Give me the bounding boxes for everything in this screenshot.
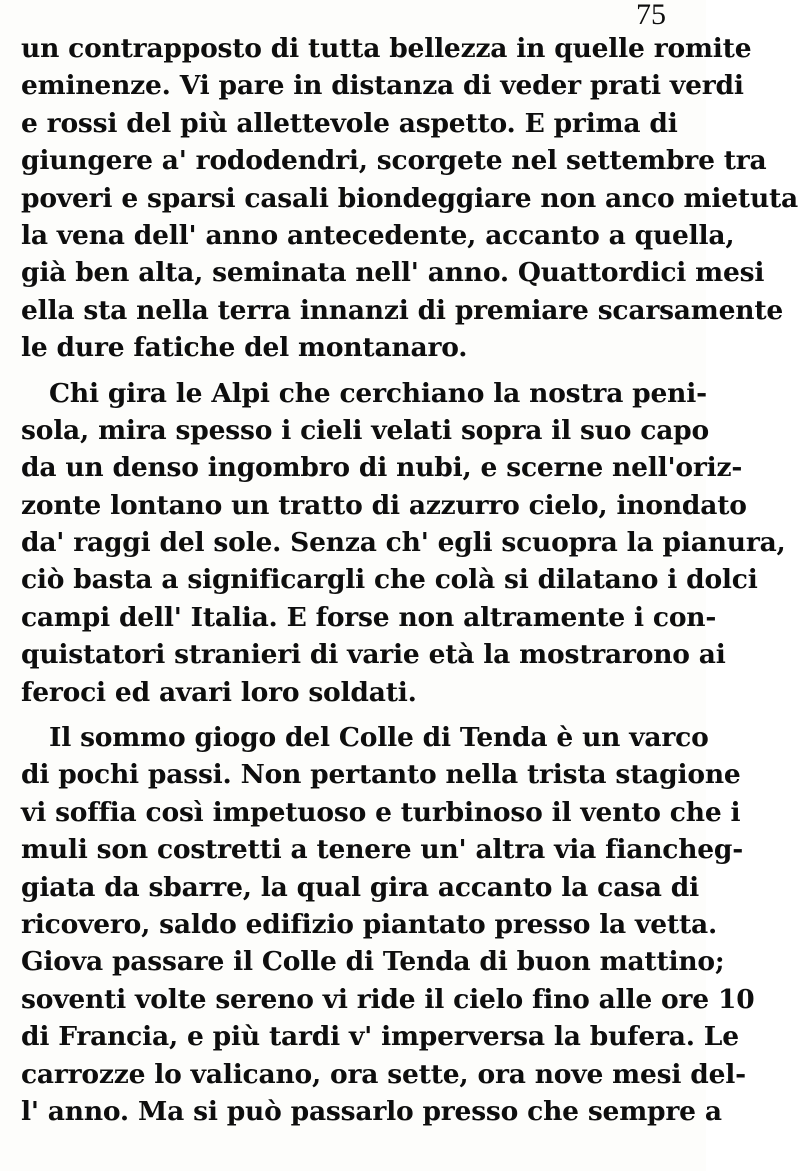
- text-line: eminenze. Vi pare in distanza di veder prati verdi: [21, 70, 744, 102]
- text-line: campi dell' Italia. E forse non altramente i con-: [21, 601, 717, 633]
- text-line: muli son costretti a tenere un' altra via fiancheg-: [21, 834, 744, 866]
- text-line: di Francia, e più tardi v' imperversa la bufera. Le: [21, 1021, 739, 1053]
- text-line: un contrapposto di tutta bellezza in quelle romite: [21, 33, 752, 64]
- text-line: Giova passare il Colle di Tenda di buon mattino;: [21, 946, 725, 978]
- text-line: Il sommo giogo del Colle di Tenda è un varco: [49, 722, 709, 754]
- text-line: ciò basta a significargli che colà si dilatano i dolci: [21, 564, 758, 596]
- text-line: l' anno. Ma si può passarlo presso che sempre a: [21, 1095, 722, 1127]
- text-line: zonte lontano un tratto di azzurro cielo, inondato: [21, 489, 747, 521]
- text-line: già ben alta, seminata nell' anno. Quattordici mesi: [21, 257, 765, 289]
- text-line: carrozze lo valicano, ora sette, ora nove mesi del-: [21, 1058, 746, 1090]
- text-line: poveri e sparsi casali biondeggiare non anco mietuta: [21, 182, 798, 214]
- text-line: da' raggi del sole. Senza ch' egli scuopra la pianura,: [21, 527, 786, 559]
- page-number: 75: [636, 0, 666, 31]
- text-line: giata da sbarre, la qual gira accanto la casa di: [21, 871, 699, 903]
- text-line: e rossi del più allettevole aspetto. E prima di: [21, 107, 678, 139]
- text-line: di pochi passi. Non pertanto nella trista stagione: [21, 759, 741, 791]
- text-line: Chi gira le Alpi che cerchiano la nostra peni-: [49, 377, 707, 409]
- text-line: vi soffia così impetuoso e turbinoso il vento che i: [21, 796, 741, 828]
- paragraph-gap: [21, 711, 661, 719]
- text-line: da un denso ingombro di nubi, e scerne nell'oriz-: [21, 452, 743, 484]
- paragraph-gap: [21, 367, 661, 375]
- paragraph-1: [21, 30, 798, 367]
- text-line: la vena dell' anno antecedente, accanto a quella,: [21, 219, 735, 251]
- text-line: quistatori stranieri di varie età la mostrarono ai: [21, 639, 726, 671]
- paragraph-3: [21, 719, 755, 1130]
- text-line: soventi volte sereno vi ride il cielo fino alle ore 10: [21, 983, 755, 1015]
- body-text: [21, 30, 798, 1130]
- text-line: le dure fatiche del montanaro.: [21, 332, 468, 364]
- text-line: ricovero, saldo edifizio piantato presso la vetta.: [21, 908, 717, 940]
- text-line: sola, mira spesso i cieli velati sopra il suo capo: [21, 414, 709, 446]
- text-line: feroci ed avari loro soldati.: [21, 676, 417, 708]
- text-line: ella sta nella terra innanzi di premiare scarsamente: [21, 294, 784, 326]
- text-line: giungere a' rododendri, scorgete nel settembre tra: [21, 145, 767, 177]
- paragraph-2: [21, 375, 786, 712]
